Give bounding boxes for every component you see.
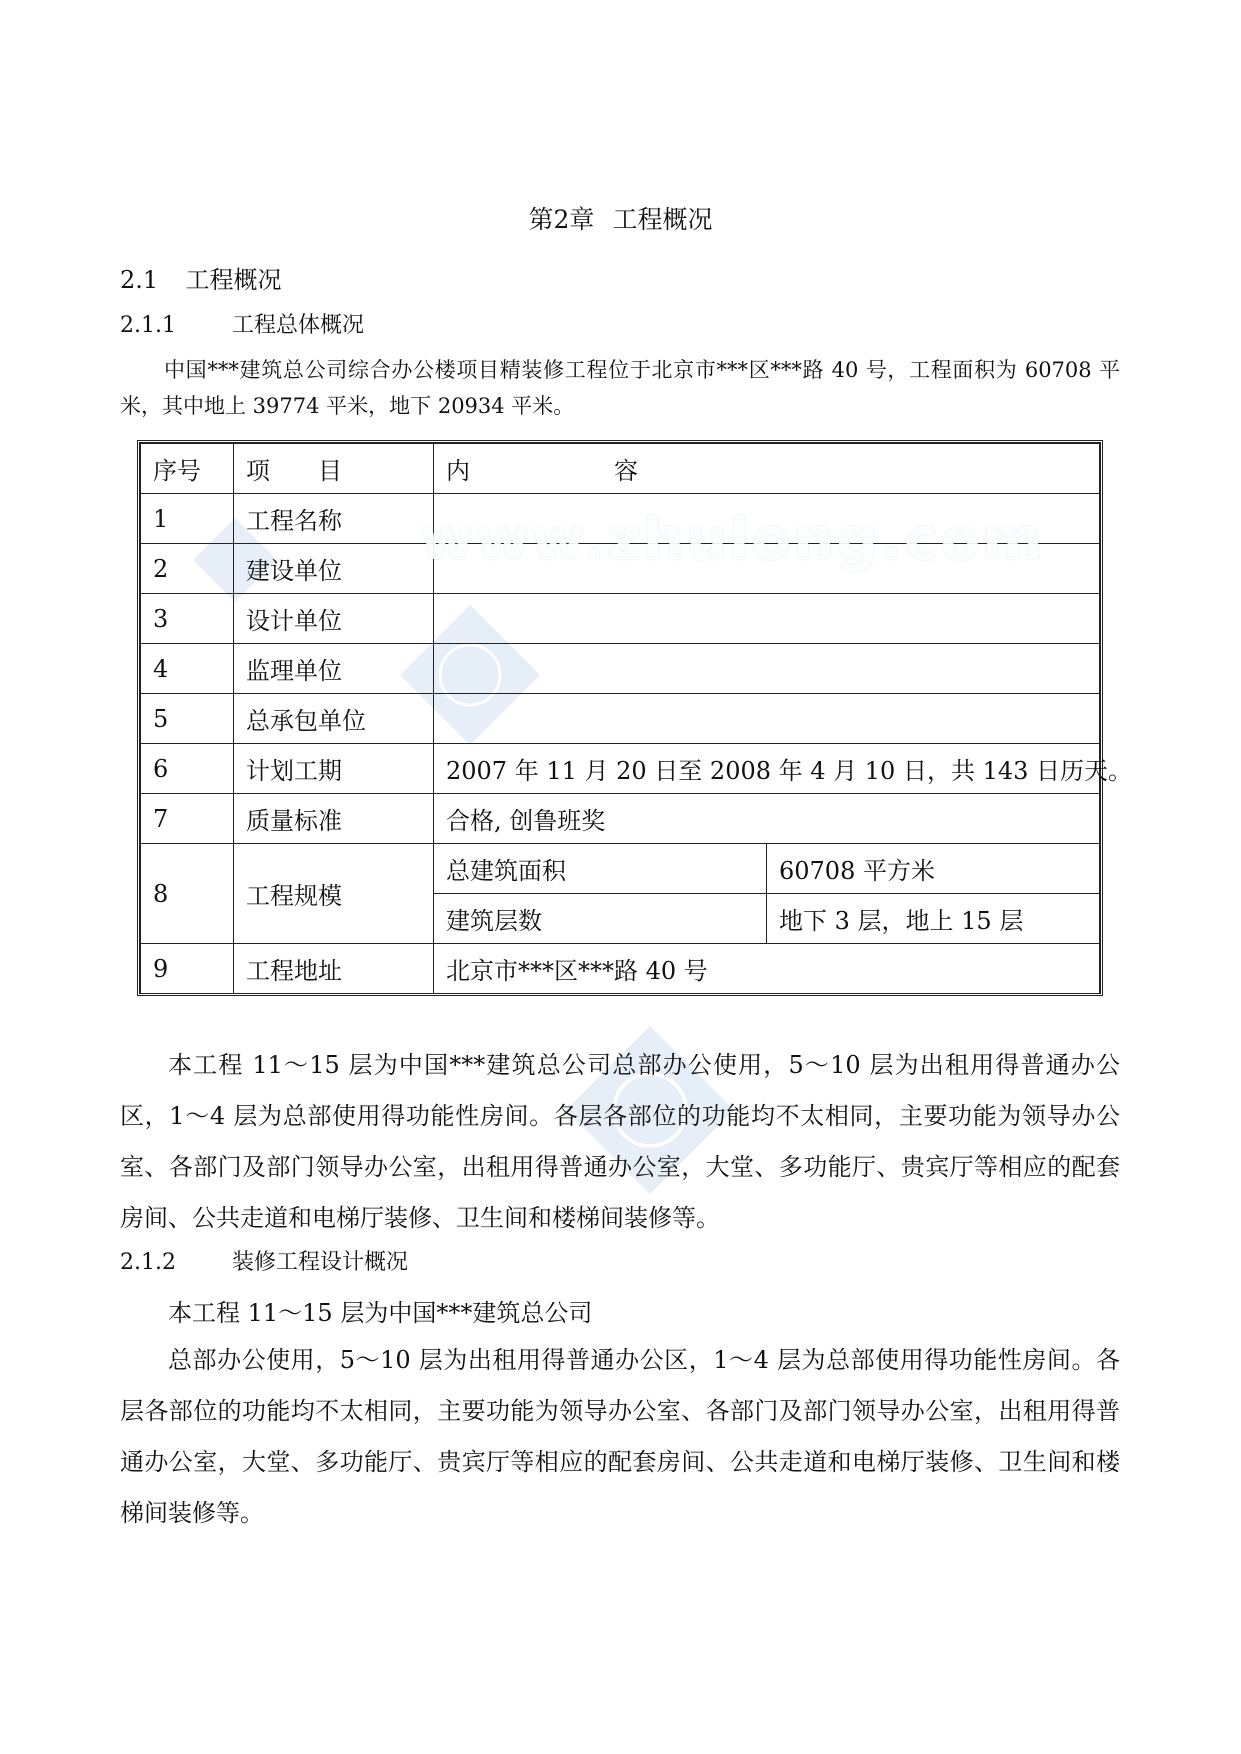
subsection-title: 装修工程设计概况 (232, 1250, 409, 1275)
row-no: 6 (141, 744, 234, 794)
table-row (141, 844, 1100, 894)
watermark-text: www.zhulong.com (420, 505, 1045, 573)
row-no: 4 (141, 644, 234, 694)
table-row (141, 544, 1100, 594)
row-content (434, 694, 1100, 744)
row-no: 2 (141, 544, 234, 594)
row-item: 工程名称 (234, 494, 434, 544)
chapter-heading (0, 200, 1241, 236)
header-item: 项 目 (234, 444, 434, 494)
section-heading (120, 260, 281, 295)
table-row (141, 694, 1100, 744)
section-title: 工程概况 (185, 266, 282, 294)
table-row (141, 944, 1100, 994)
scale-sub-value: 60708 平方米 (767, 844, 1100, 894)
row-content: 北京市***区***路 40 号 (434, 944, 1100, 994)
table-header-row (141, 444, 1100, 494)
row-content (434, 494, 1100, 544)
table-row (141, 594, 1100, 644)
row-item: 监理单位 (234, 644, 434, 694)
row-item: 质量标准 (234, 794, 434, 844)
intro-paragraph: 中国***建筑总公司综合办公楼项目精装修工程位于北京市***区***路 40 号，工程面积为 60708 平米，其中地上 39774 平米，地下 20934 平米。 (120, 358, 1120, 418)
row-no: 1 (141, 494, 234, 544)
row-no: 5 (141, 694, 234, 744)
chapter-title: 工程概况 (612, 205, 713, 234)
subsection-number: 2.1.2 (120, 1250, 176, 1275)
subsection-heading-1 (120, 308, 364, 339)
project-overview-table (137, 440, 1133, 996)
subsection-heading-2 (120, 1245, 408, 1276)
row-item: 建设单位 (234, 544, 434, 594)
section-number: 2.1 (120, 266, 159, 294)
overview-paragraph: 本工程 11～15 层为中国***建筑总公司总部办公使用，5～10 层为出租用得普通办公区，1～4 层为总部使用得功能性房间。各层各部位的功能均不太相同，主要功能为领导办公室、各部门及部门领导办公室，出租用得普通办公室，大堂、多功能厅、贵宾厅等相应的配套房间、公共走道和电梯厅装修、卫生间和楼梯间装修等。 (120, 1051, 1120, 1232)
scale-sub-value: 地下 3 层，地上 15 层 (767, 894, 1100, 944)
row-item: 计划工期 (234, 744, 434, 794)
row-item: 工程地址 (234, 944, 434, 994)
header-content: 内 容 (434, 444, 1100, 494)
table-row (141, 644, 1100, 694)
design-paragraph: 总部办公使用，5～10 层为出租用得普通办公区，1～4 层为总部使用得功能性房间。各层各部位的功能均不太相同，主要功能为领导办公室、各部门及部门领导办公室，出租用得普通办公室，大堂、多功能厅、贵宾厅等相应的配套房间、公共走道和电梯厅装修、卫生间和楼梯间装修等。 (120, 1346, 1120, 1527)
subsection-title: 工程总体概况 (232, 313, 365, 338)
row-no: 7 (141, 794, 234, 844)
row-content (434, 594, 1100, 644)
design-intro-line: 本工程 11～15 层为中国***建筑总公司 (168, 1299, 593, 1327)
subsection-number: 2.1.1 (120, 313, 176, 338)
scale-sub-label: 总建筑面积 (434, 844, 767, 894)
row-no: 8 (141, 844, 234, 944)
row-no: 9 (141, 944, 234, 994)
row-item: 设计单位 (234, 594, 434, 644)
row-no: 3 (141, 594, 234, 644)
table-row (141, 794, 1100, 844)
row-item: 工程规模 (234, 844, 434, 944)
row-content: 2007 年 11 月 20 日至 2008 年 4 月 10 日，共 143 日历天。 (434, 744, 1100, 794)
row-content: 合格, 创鲁班奖 (434, 794, 1100, 844)
row-item: 总承包单位 (234, 694, 434, 744)
table-row (141, 494, 1100, 544)
scale-sub-label: 建筑层数 (434, 894, 767, 944)
table-row (141, 744, 1100, 794)
row-content (434, 644, 1100, 694)
chapter-number: 第2章 (528, 205, 595, 234)
row-content (434, 544, 1100, 594)
header-no: 序号 (141, 444, 234, 494)
